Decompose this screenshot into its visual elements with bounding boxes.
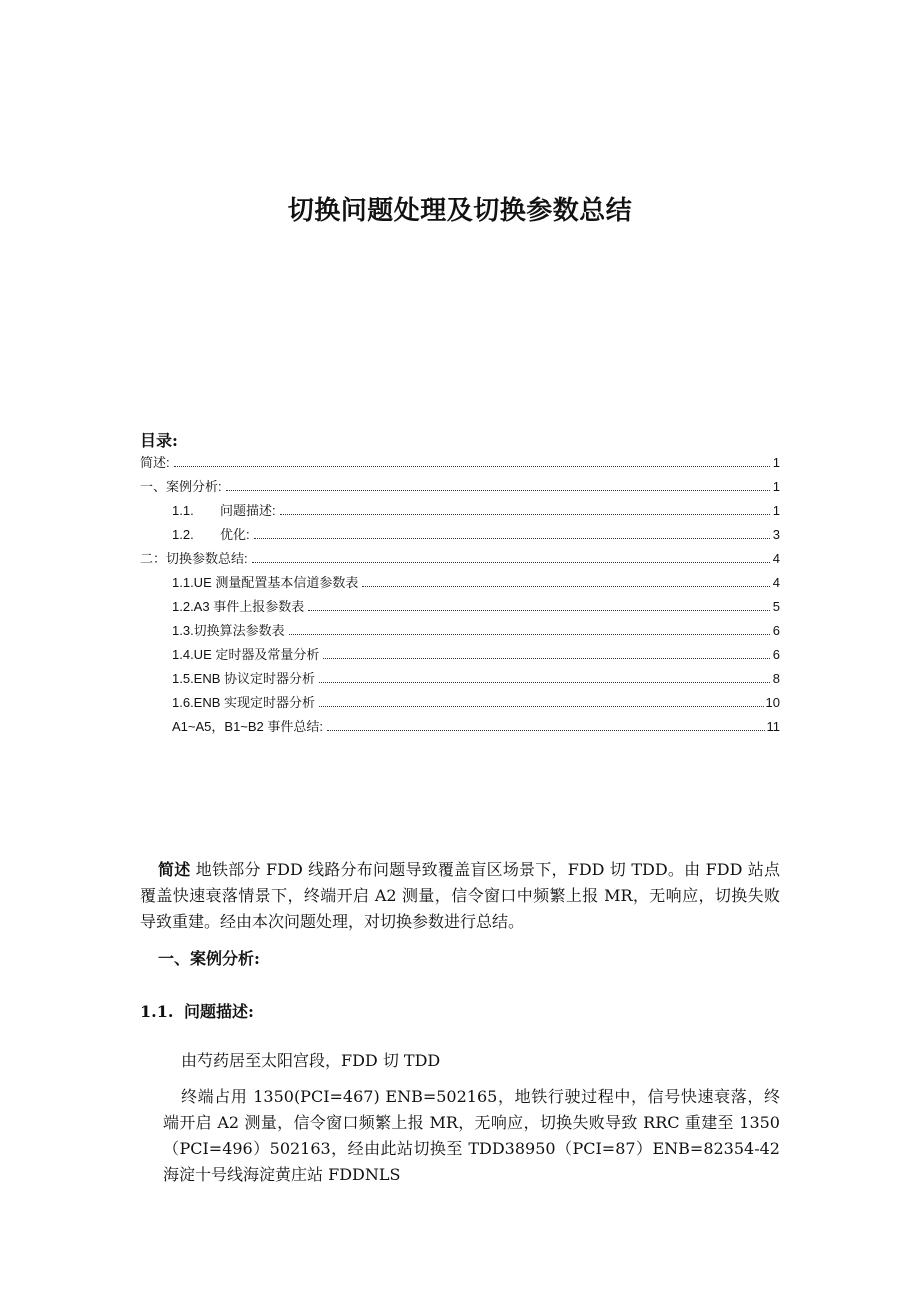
toc-entry-page: 4 xyxy=(772,575,780,590)
toc-entry-label: 1.2.A3 事件上报参数表 xyxy=(172,599,305,614)
toc-entry[interactable] xyxy=(172,502,780,519)
toc-leader xyxy=(254,537,770,539)
toc-entry-number: 1.1. xyxy=(172,503,194,518)
subsection-heading xyxy=(140,999,254,1022)
toc-entry[interactable] xyxy=(172,670,780,687)
toc-leader xyxy=(174,465,770,467)
toc-entry-page: 11 xyxy=(766,719,780,734)
toc-entry-label: 优化: xyxy=(220,527,250,542)
toc-entry-label: 二：切换参数总结: xyxy=(140,551,248,566)
toc-leader xyxy=(327,729,764,731)
toc-entry-page: 8 xyxy=(772,671,780,686)
toc-entry-label: 1.5.ENB 协议定时器分析 xyxy=(172,671,316,686)
toc-entry[interactable] xyxy=(172,718,780,735)
toc-entry-label: 1.1.UE 测量配置基本信道参数表 xyxy=(172,575,359,590)
toc-entry-label: 简述: xyxy=(140,455,170,470)
toc-entry-page: 3 xyxy=(772,527,780,542)
toc-leader xyxy=(362,585,770,587)
toc-entry[interactable] xyxy=(172,622,780,639)
toc-entry-page: 4 xyxy=(772,551,780,566)
toc-entry-page: 6 xyxy=(772,623,780,638)
toc-entry[interactable] xyxy=(140,550,780,567)
toc-entry[interactable] xyxy=(172,598,780,615)
summary-text: 地铁部分 FDD 线路分布问题导致覆盖盲区场景下，FDD 切 TDD。由 FDD 站点覆盖快速衰落情景下，终端开启 A2 测量，信令窗口中频繁上报 MR，无响应，切换失败导致重建。经由本次问题处理，对切换参数进行总结。 xyxy=(140,860,780,931)
toc-entry-label: 1.6.ENB 实现定时器分析 xyxy=(172,695,316,710)
toc-entry-label: 1.3.切换算法参数表 xyxy=(172,623,285,638)
toc-entry-page: 1 xyxy=(772,479,780,494)
toc-leader xyxy=(308,609,770,611)
summary-label: 简述 xyxy=(158,860,191,879)
toc-leader xyxy=(280,513,770,515)
toc-leader xyxy=(226,489,770,491)
toc-leader xyxy=(319,705,764,707)
toc-entry-page: 5 xyxy=(772,599,780,614)
toc-leader xyxy=(252,561,770,563)
section-heading-case-analysis: 一、案例分析: xyxy=(158,949,260,968)
toc-entry[interactable] xyxy=(172,526,780,543)
toc-entry[interactable] xyxy=(172,574,780,591)
toc-entry[interactable] xyxy=(172,646,780,663)
toc-heading: 目录: xyxy=(140,431,178,450)
toc-entry[interactable] xyxy=(172,694,780,711)
toc-leader xyxy=(323,657,770,659)
summary-paragraph xyxy=(140,857,780,935)
toc-entry-number: 1.2. xyxy=(172,527,194,542)
toc-leader xyxy=(289,633,770,635)
toc-entry-label: 1.4.UE 定时器及常量分析 xyxy=(172,647,320,662)
toc-entry[interactable] xyxy=(140,478,780,495)
body-paragraph: 终端占用 1350(PCI=467) ENB=502165，地铁行驶过程中，信号快速衰落，终端开启 A2 测量，信令窗口频繁上报 MR，无响应，切换失败导致 RRC 重建至 1350（PCI=496）502163，经由此站切换至 TDD38950（PCI=87）ENB=82354-42 海淀十号线海淀黄庄站 FDDNLS xyxy=(163,1087,780,1184)
toc-entry-label: A1~A5，B1~B2 事件总结: xyxy=(172,719,324,734)
toc-entry-label: 一、案例分析: xyxy=(140,479,222,494)
toc-entry-page: 1 xyxy=(772,503,780,518)
subsection-title: 问题描述: xyxy=(184,1002,254,1021)
toc-entry-label: 问题描述: xyxy=(220,503,276,518)
toc-entry-page: 6 xyxy=(772,647,780,662)
toc-leader xyxy=(319,681,770,683)
subsection-number: 1.1. xyxy=(140,1002,174,1021)
toc-entry-page: 1 xyxy=(772,455,780,470)
document-title: 切换问题处理及切换参数总结 xyxy=(287,196,633,226)
body-paragraph: 由芍药居至太阳宫段，FDD 切 TDD xyxy=(181,1051,441,1070)
toc-entry-page: 10 xyxy=(765,695,780,710)
toc-entry[interactable] xyxy=(140,454,780,471)
